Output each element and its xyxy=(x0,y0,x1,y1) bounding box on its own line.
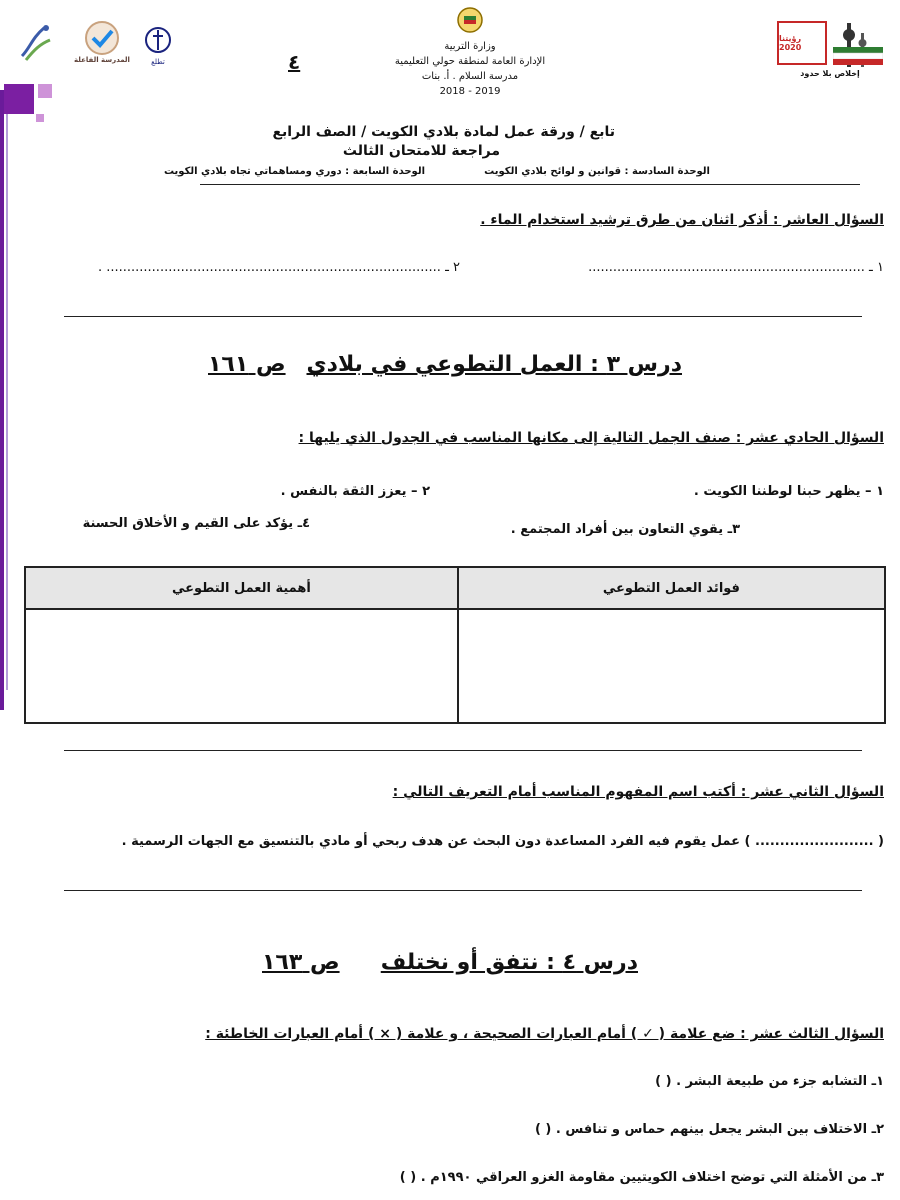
kuwait-emblem-icon xyxy=(455,6,485,34)
question-13-title: السؤال الثالث عشر : ضع علامة ( ✓ ) أمام العبارات الصحيحة ، و علامة ( × ) أمام العبارات الخاطئة : xyxy=(205,1026,884,1042)
classification-table xyxy=(24,566,886,724)
importance-answer-cell[interactable] xyxy=(25,609,458,723)
third-logo xyxy=(140,20,176,70)
effective-school-label: المدرسة الفاعلة xyxy=(74,56,130,64)
divider xyxy=(64,750,862,751)
dove-icon xyxy=(16,20,56,64)
decorative-square-tiny xyxy=(36,114,44,122)
ministry-name: وزارة التربية xyxy=(444,41,496,52)
worksheet-subtitle: مراجعة للامتحان الثالث xyxy=(342,143,500,159)
unit-seven-label: الوحدة السابعة : دوري ومساهماتي تجاه بلادي الكويت xyxy=(163,166,425,177)
divider xyxy=(64,316,862,317)
lesson-4-title: درس ٤ : نتفق أو نختلف xyxy=(380,950,638,975)
divider xyxy=(200,184,860,185)
benefits-answer-cell[interactable] xyxy=(458,609,885,723)
question-11-item-4: ٤ـ يؤكد على القيم و الأخلاق الحسنة xyxy=(82,516,310,531)
question-13-statement-3: ٣ـ من الأمثلة التي توضح اختلاف الكويتيين مقاومة الغزو العراقي ١٩٩٠م . ( ) xyxy=(399,1170,884,1185)
school-name: مدرسة السلام . أ. بنات xyxy=(421,71,519,82)
lesson-3-title: درس ٣ : العمل التطوعي في بلادي xyxy=(306,352,682,377)
academic-year: 2018 - 2019 xyxy=(439,86,501,97)
question-11-title: السؤال الحادي عشر : صنف الجمل التالية إلى مكانها المناسب في الجدول الذي يليها : xyxy=(298,430,884,446)
lesson-3-page: ص ١٦١ xyxy=(208,352,286,377)
checkmark-badge-icon xyxy=(80,20,124,56)
question-10-answer-2: ٢ ـ ................................................................................. . xyxy=(97,260,460,275)
decorative-strip-thin xyxy=(6,90,8,690)
directorate-name: الإدارة العامة لمنطقة حولي التعليمية xyxy=(394,56,546,67)
question-10-title: السؤال العاشر : أذكر اثنان من طرق ترشيد استخدام الماء . xyxy=(480,212,884,228)
vision-2020-badge: رؤيتنا 2020 xyxy=(777,21,827,65)
header-ministry-block xyxy=(360,6,580,99)
lesson-4-page: ص ١٦٣ xyxy=(262,950,340,975)
unit-six-label: الوحدة السادسة : قوانين و لوائح بلادي الكويت xyxy=(484,166,710,177)
question-13-statement-1: ١ـ التشابه جزء من طبيعة البشر . ( ) xyxy=(655,1074,884,1089)
third-logo-label: تطلع xyxy=(151,58,165,66)
vision-caption: إخلاص بلا حدود xyxy=(800,68,860,78)
question-11-item-2: ٢ – يعزز الثقة بالنفس . xyxy=(280,484,430,499)
effective-school-logo xyxy=(74,18,130,66)
question-12-title: السؤال الثاني عشر : أكتب اسم المفهوم المناسب أمام التعريف التالي : xyxy=(392,784,884,800)
table-answer-row xyxy=(25,609,885,723)
decorative-square xyxy=(4,84,34,114)
kuwait-towers-icon xyxy=(833,17,883,69)
page-number: ٤ xyxy=(288,50,301,74)
divider xyxy=(64,890,862,891)
emblem-icon xyxy=(144,24,172,58)
question-11-item-1: ١ – يظهر حبنا لوطننا الكويت . xyxy=(693,484,884,499)
question-10-answer-1: ١ ـ ................................................................... xyxy=(588,260,884,275)
decorative-strip xyxy=(0,90,4,710)
column-importance-header: أهمية العمل التطوعي xyxy=(25,567,458,609)
worksheet-title: تابع / ورقة عمل لمادة بلادي الكويت / الصف الرابع xyxy=(272,124,615,140)
decorative-square-small xyxy=(38,84,52,98)
vision-logo xyxy=(770,12,890,82)
question-11-item-3: ٣ـ يقوي التعاون بين أفراد المجتمع . xyxy=(510,522,740,537)
column-benefits-header: فوائد العمل التطوعي xyxy=(458,567,885,609)
question-13-statement-2: ٢ـ الاختلاف بين البشر يجعل بينهم حماس و تنافس . ( ) xyxy=(534,1122,884,1137)
dove-logo xyxy=(14,18,58,66)
table-header-row xyxy=(25,567,885,609)
question-12-definition: ( ........................ ) عمل يقوم فيه الفرد المساعدة دون البحث عن هدف ربحي أو مادي بالتنسيق مع الجهات الرسمية . xyxy=(121,834,884,849)
